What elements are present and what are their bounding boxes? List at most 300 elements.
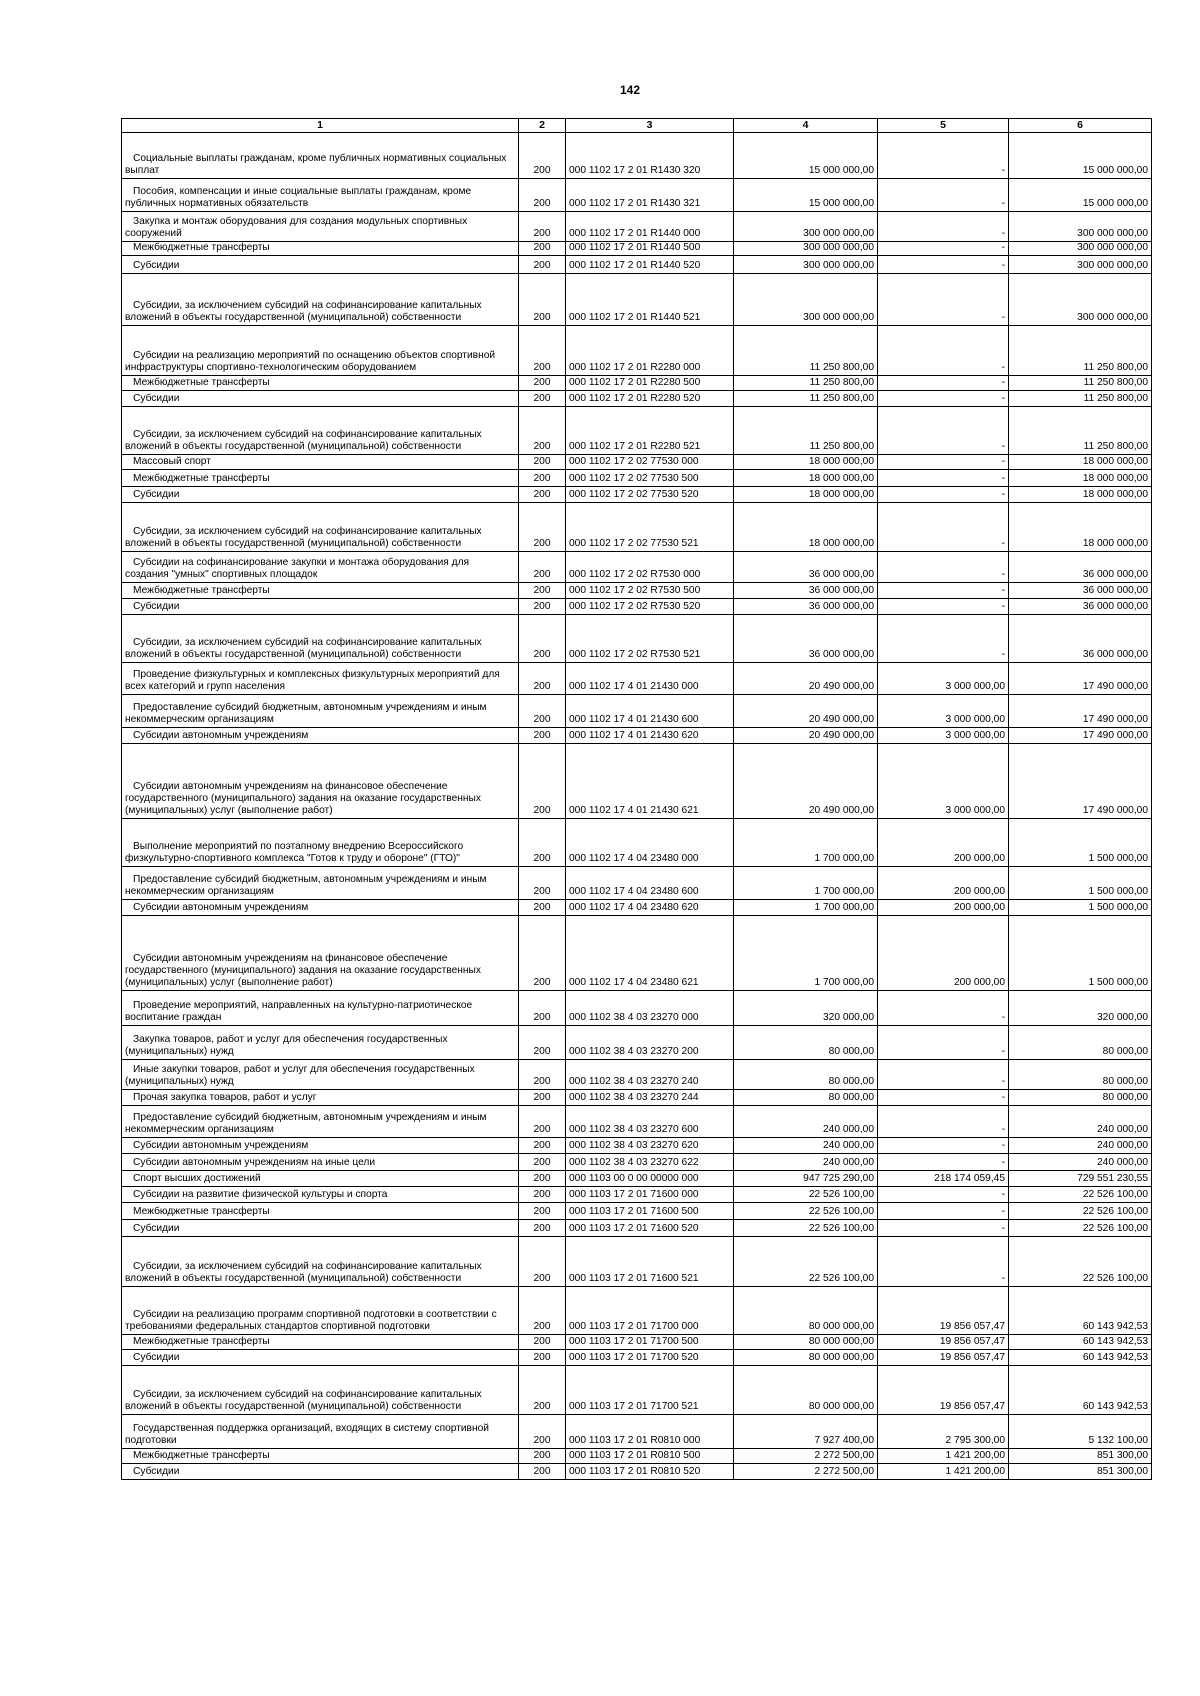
row-amount-cell: 11 250 800,00: [734, 325, 878, 375]
row-amount-cell: 240 000,00: [1009, 1153, 1152, 1170]
row-amount-cell: 80 000 000,00: [734, 1349, 878, 1365]
row-name-cell: Субсидии, за исключением субсидий на софинансирование капитальных вложений в объекты государственной (муниципальной) собственности: [122, 273, 519, 325]
row-code-cell: 000 1102 17 4 01 21430 000: [566, 662, 734, 694]
row-grbs-cell: 200: [519, 694, 566, 727]
row-amount-cell: 80 000,00: [1009, 1089, 1152, 1105]
row-amount-cell: 5 132 100,00: [1009, 1414, 1152, 1448]
row-amount-cell: -: [878, 178, 1009, 211]
row-amount-cell: 22 526 100,00: [1009, 1186, 1152, 1202]
row-amount-cell: 300 000 000,00: [1009, 255, 1152, 273]
row-name-cell: Субсидии автономным учреждениям на иные цели: [122, 1153, 519, 1170]
table-row: [122, 551, 1152, 582]
table-row: [122, 1334, 1152, 1349]
column-header: 6: [1009, 119, 1152, 133]
row-amount-cell: -: [878, 325, 1009, 375]
row-amount-cell: 2 272 500,00: [734, 1463, 878, 1479]
row-grbs-cell: 200: [519, 1089, 566, 1105]
row-grbs-cell: 200: [519, 241, 566, 255]
row-amount-cell: 20 490 000,00: [734, 743, 878, 818]
row-amount-cell: 17 490 000,00: [1009, 694, 1152, 727]
row-amount-cell: 22 526 100,00: [734, 1219, 878, 1236]
row-name-cell: Субсидии на софинансирование закупки и монтажа оборудования для создания "умных" спортивных площадок: [122, 551, 519, 582]
row-amount-cell: 17 490 000,00: [1009, 727, 1152, 743]
row-amount-cell: 320 000,00: [734, 990, 878, 1025]
row-grbs-cell: 200: [519, 1186, 566, 1202]
table-row: [122, 375, 1152, 390]
table-row: [122, 325, 1152, 375]
row-code-cell: 000 1102 17 2 01 R1440 521: [566, 273, 734, 325]
row-amount-cell: 80 000 000,00: [734, 1365, 878, 1414]
row-amount-cell: -: [878, 1153, 1009, 1170]
row-code-cell: 000 1102 17 4 04 23480 000: [566, 818, 734, 866]
row-amount-cell: 11 250 800,00: [1009, 390, 1152, 406]
row-amount-cell: 36 000 000,00: [734, 614, 878, 662]
row-code-cell: 000 1103 17 2 01 71600 520: [566, 1219, 734, 1236]
table-row: [122, 469, 1152, 486]
row-amount-cell: 18 000 000,00: [1009, 454, 1152, 469]
row-code-cell: 000 1102 17 4 01 21430 620: [566, 727, 734, 743]
column-header: 2: [519, 119, 566, 133]
row-grbs-cell: 200: [519, 454, 566, 469]
row-grbs-cell: 200: [519, 1236, 566, 1286]
row-name-cell: Субсидии, за исключением субсидий на софинансирование капитальных вложений в объекты государственной (муниципальной) собственности: [122, 406, 519, 454]
row-code-cell: 000 1102 17 2 01 R1440 500: [566, 241, 734, 255]
row-grbs-cell: 200: [519, 1365, 566, 1414]
row-amount-cell: 300 000 000,00: [734, 241, 878, 255]
row-code-cell: 000 1102 17 2 02 77530 000: [566, 454, 734, 469]
row-amount-cell: 1 421 200,00: [878, 1448, 1009, 1463]
row-name-cell: Предоставление субсидий бюджетным, автономным учреждениям и иным некоммерческим организациям: [122, 866, 519, 899]
row-code-cell: 000 1102 38 4 03 23270 622: [566, 1153, 734, 1170]
row-name-cell: Прочая закупка товаров, работ и услуг: [122, 1089, 519, 1105]
row-amount-cell: 300 000 000,00: [1009, 211, 1152, 241]
row-amount-cell: 240 000,00: [1009, 1137, 1152, 1153]
row-amount-cell: 11 250 800,00: [1009, 406, 1152, 454]
row-name-cell: Социальные выплаты гражданам, кроме публичных нормативных социальных выплат: [122, 132, 519, 178]
column-header: 1: [122, 119, 519, 133]
row-amount-cell: -: [878, 486, 1009, 502]
row-code-cell: 000 1102 38 4 03 23270 240: [566, 1059, 734, 1089]
row-amount-cell: -: [878, 132, 1009, 178]
row-amount-cell: -: [878, 1025, 1009, 1059]
row-amount-cell: 300 000 000,00: [734, 273, 878, 325]
table-row: [122, 486, 1152, 502]
row-amount-cell: 19 856 057,47: [878, 1334, 1009, 1349]
table-row: [122, 1170, 1152, 1186]
row-name-cell: Субсидии автономным учреждениям на финансовое обеспечение государственного (муниципального) задания на оказание государственных (муниципальных) услуг (выполнение работ): [122, 743, 519, 818]
row-code-cell: 000 1103 17 2 01 71700 520: [566, 1349, 734, 1365]
row-grbs-cell: 200: [519, 1414, 566, 1448]
row-amount-cell: 19 856 057,47: [878, 1365, 1009, 1414]
row-amount-cell: -: [878, 390, 1009, 406]
row-name-cell: Субсидии, за исключением субсидий на софинансирование капитальных вложений в объекты государственной (муниципальной) собственности: [122, 1236, 519, 1286]
row-amount-cell: 60 143 942,53: [1009, 1286, 1152, 1334]
row-amount-cell: 200 000,00: [878, 899, 1009, 915]
row-amount-cell: 11 250 800,00: [1009, 375, 1152, 390]
row-code-cell: 000 1103 17 2 01 71600 000: [566, 1186, 734, 1202]
row-name-cell: Субсидии: [122, 486, 519, 502]
row-name-cell: Субсидии, за исключением субсидий на софинансирование капитальных вложений в объекты государственной (муниципальной) собственности: [122, 1365, 519, 1414]
row-amount-cell: -: [878, 1219, 1009, 1236]
row-name-cell: Предоставление субсидий бюджетным, автономным учреждениям и иным некоммерческим организациям: [122, 694, 519, 727]
row-amount-cell: 80 000,00: [734, 1089, 878, 1105]
row-name-cell: Межбюджетные трансферты: [122, 469, 519, 486]
table-row: [122, 178, 1152, 211]
row-code-cell: 000 1103 17 2 01 71700 500: [566, 1334, 734, 1349]
budget-table: [121, 118, 1152, 1480]
row-amount-cell: -: [878, 1059, 1009, 1089]
table-row: [122, 1089, 1152, 1105]
row-amount-cell: 36 000 000,00: [1009, 598, 1152, 614]
row-code-cell: 000 1102 38 4 03 23270 244: [566, 1089, 734, 1105]
row-amount-cell: 1 500 000,00: [1009, 818, 1152, 866]
row-amount-cell: 36 000 000,00: [1009, 551, 1152, 582]
row-grbs-cell: 200: [519, 1334, 566, 1349]
row-grbs-cell: 200: [519, 469, 566, 486]
row-amount-cell: 60 143 942,53: [1009, 1334, 1152, 1349]
row-name-cell: Субсидии на реализацию программ спортивной подготовки в соответствии с требованиями федеральных стандартов спортивной подготовки: [122, 1286, 519, 1334]
table-row: [122, 1365, 1152, 1414]
row-name-cell: Субсидии автономным учреждениям: [122, 899, 519, 915]
row-name-cell: Закупка товаров, работ и услуг для обеспечения государственных (муниципальных) нужд: [122, 1025, 519, 1059]
table-row: [122, 899, 1152, 915]
row-grbs-cell: 200: [519, 132, 566, 178]
table-row: [122, 1025, 1152, 1059]
row-grbs-cell: 200: [519, 1219, 566, 1236]
row-name-cell: Предоставление субсидий бюджетным, автономным учреждениям и иным некоммерческим организациям: [122, 1105, 519, 1137]
row-grbs-cell: 200: [519, 325, 566, 375]
table-row: [122, 454, 1152, 469]
page-number: 142: [619, 83, 641, 97]
row-amount-cell: 17 490 000,00: [1009, 743, 1152, 818]
row-amount-cell: 240 000,00: [1009, 1105, 1152, 1137]
row-amount-cell: 36 000 000,00: [1009, 614, 1152, 662]
row-amount-cell: 80 000,00: [1009, 1059, 1152, 1089]
row-code-cell: 000 1102 17 2 01 R2280 521: [566, 406, 734, 454]
row-grbs-cell: 200: [519, 915, 566, 990]
table-row: [122, 582, 1152, 598]
table-row: [122, 390, 1152, 406]
table-row: [122, 211, 1152, 241]
row-grbs-cell: 200: [519, 1286, 566, 1334]
row-grbs-cell: 200: [519, 866, 566, 899]
row-amount-cell: -: [878, 614, 1009, 662]
row-code-cell: 000 1102 38 4 03 23270 600: [566, 1105, 734, 1137]
row-code-cell: 000 1103 17 2 01 71700 521: [566, 1365, 734, 1414]
row-amount-cell: 18 000 000,00: [734, 486, 878, 502]
table-row: [122, 694, 1152, 727]
row-grbs-cell: 200: [519, 390, 566, 406]
row-amount-cell: -: [878, 1186, 1009, 1202]
row-name-cell: Межбюджетные трансферты: [122, 1334, 519, 1349]
row-code-cell: 000 1102 17 4 01 21430 621: [566, 743, 734, 818]
column-header: 5: [878, 119, 1009, 133]
row-amount-cell: 1 500 000,00: [1009, 915, 1152, 990]
row-amount-cell: 1 700 000,00: [734, 818, 878, 866]
table-row: [122, 614, 1152, 662]
row-amount-cell: 200 000,00: [878, 915, 1009, 990]
row-code-cell: 000 1102 17 4 01 21430 600: [566, 694, 734, 727]
row-amount-cell: 11 250 800,00: [1009, 325, 1152, 375]
row-amount-cell: 22 526 100,00: [1009, 1236, 1152, 1286]
row-amount-cell: -: [878, 582, 1009, 598]
row-amount-cell: -: [878, 255, 1009, 273]
row-grbs-cell: 200: [519, 1137, 566, 1153]
row-code-cell: 000 1102 17 4 04 23480 620: [566, 899, 734, 915]
row-amount-cell: 80 000 000,00: [734, 1334, 878, 1349]
table-row: [122, 662, 1152, 694]
row-code-cell: 000 1103 17 2 01 71700 000: [566, 1286, 734, 1334]
row-amount-cell: 300 000 000,00: [734, 211, 878, 241]
row-amount-cell: 240 000,00: [734, 1105, 878, 1137]
row-grbs-cell: 200: [519, 614, 566, 662]
row-amount-cell: 36 000 000,00: [734, 582, 878, 598]
row-amount-cell: 300 000 000,00: [1009, 241, 1152, 255]
row-name-cell: Межбюджетные трансферты: [122, 582, 519, 598]
table-row: [122, 818, 1152, 866]
row-amount-cell: 1 700 000,00: [734, 915, 878, 990]
row-amount-cell: 1 500 000,00: [1009, 866, 1152, 899]
row-code-cell: 000 1102 17 2 01 R2280 500: [566, 375, 734, 390]
row-grbs-cell: 200: [519, 1170, 566, 1186]
row-name-cell: Субсидии автономным учреждениям на финансовое обеспечение государственного (муниципального) задания на оказание государственных (муниципальных) услуг (выполнение работ): [122, 915, 519, 990]
table-row: [122, 1463, 1152, 1479]
row-grbs-cell: 200: [519, 375, 566, 390]
row-amount-cell: 22 526 100,00: [734, 1186, 878, 1202]
row-name-cell: Массовый спорт: [122, 454, 519, 469]
row-name-cell: Межбюджетные трансферты: [122, 241, 519, 255]
row-code-cell: 000 1102 17 4 04 23480 621: [566, 915, 734, 990]
row-grbs-cell: 200: [519, 598, 566, 614]
row-name-cell: Межбюджетные трансферты: [122, 375, 519, 390]
row-amount-cell: 36 000 000,00: [734, 598, 878, 614]
row-code-cell: 000 1103 17 2 01 71600 500: [566, 1202, 734, 1219]
row-grbs-cell: 200: [519, 1349, 566, 1365]
row-amount-cell: -: [878, 1137, 1009, 1153]
row-amount-cell: 60 143 942,53: [1009, 1365, 1152, 1414]
table-row: [122, 1286, 1152, 1334]
row-code-cell: 000 1103 17 2 01 R0810 520: [566, 1463, 734, 1479]
row-grbs-cell: 200: [519, 1448, 566, 1463]
row-name-cell: Межбюджетные трансферты: [122, 1448, 519, 1463]
row-amount-cell: 22 526 100,00: [1009, 1219, 1152, 1236]
row-amount-cell: -: [878, 375, 1009, 390]
row-amount-cell: 851 300,00: [1009, 1448, 1152, 1463]
row-amount-cell: 22 526 100,00: [734, 1202, 878, 1219]
table-row: [122, 598, 1152, 614]
row-amount-cell: -: [878, 454, 1009, 469]
table-row: [122, 1153, 1152, 1170]
row-grbs-cell: 200: [519, 1202, 566, 1219]
row-amount-cell: 18 000 000,00: [734, 469, 878, 486]
row-amount-cell: 19 856 057,47: [878, 1349, 1009, 1365]
row-amount-cell: -: [878, 502, 1009, 551]
row-amount-cell: 18 000 000,00: [734, 454, 878, 469]
row-code-cell: 000 1102 17 2 02 77530 500: [566, 469, 734, 486]
row-amount-cell: 300 000 000,00: [1009, 273, 1152, 325]
table-row: [122, 1219, 1152, 1236]
row-name-cell: Субсидии: [122, 1349, 519, 1365]
row-code-cell: 000 1102 17 2 02 77530 521: [566, 502, 734, 551]
row-amount-cell: 36 000 000,00: [734, 551, 878, 582]
row-amount-cell: 1 700 000,00: [734, 899, 878, 915]
row-name-cell: Субсидии автономным учреждениям: [122, 727, 519, 743]
row-grbs-cell: 200: [519, 582, 566, 598]
row-code-cell: 000 1102 38 4 03 23270 200: [566, 1025, 734, 1059]
row-code-cell: 000 1103 17 2 01 R0810 000: [566, 1414, 734, 1448]
row-name-cell: Субсидии: [122, 1463, 519, 1479]
row-grbs-cell: 200: [519, 273, 566, 325]
column-header: 3: [566, 119, 734, 133]
row-amount-cell: 15 000 000,00: [1009, 132, 1152, 178]
row-amount-cell: 947 725 290,00: [734, 1170, 878, 1186]
row-code-cell: 000 1102 17 2 01 R1430 320: [566, 132, 734, 178]
table-row: [122, 1202, 1152, 1219]
row-code-cell: 000 1102 17 2 02 77530 520: [566, 486, 734, 502]
row-code-cell: 000 1102 17 2 02 R7530 500: [566, 582, 734, 598]
table-row: [122, 1236, 1152, 1286]
row-amount-cell: 218 174 059,45: [878, 1170, 1009, 1186]
row-amount-cell: 729 551 230,55: [1009, 1170, 1152, 1186]
row-grbs-cell: 200: [519, 551, 566, 582]
row-name-cell: Иные закупки товаров, работ и услуг для обеспечения государственных (муниципальных) нужд: [122, 1059, 519, 1089]
row-amount-cell: 200 000,00: [878, 818, 1009, 866]
row-amount-cell: 17 490 000,00: [1009, 662, 1152, 694]
column-header: 4: [734, 119, 878, 133]
row-amount-cell: 20 490 000,00: [734, 694, 878, 727]
row-code-cell: 000 1103 00 0 00 00000 000: [566, 1170, 734, 1186]
row-amount-cell: 240 000,00: [734, 1153, 878, 1170]
table-row: [122, 1448, 1152, 1463]
row-code-cell: 000 1102 17 2 01 R2280 520: [566, 390, 734, 406]
row-amount-cell: 18 000 000,00: [1009, 486, 1152, 502]
row-amount-cell: 3 000 000,00: [878, 662, 1009, 694]
row-grbs-cell: 200: [519, 502, 566, 551]
table-row: [122, 1105, 1152, 1137]
row-name-cell: Субсидии: [122, 390, 519, 406]
row-amount-cell: -: [878, 1105, 1009, 1137]
table-row: [122, 502, 1152, 551]
row-amount-cell: 15 000 000,00: [734, 132, 878, 178]
row-amount-cell: 11 250 800,00: [734, 406, 878, 454]
row-name-cell: Субсидии, за исключением субсидий на софинансирование капитальных вложений в объекты государственной (муниципальной) собственности: [122, 614, 519, 662]
row-amount-cell: 20 490 000,00: [734, 662, 878, 694]
table-row: [122, 241, 1152, 255]
row-amount-cell: 80 000,00: [1009, 1025, 1152, 1059]
table-row: [122, 1349, 1152, 1365]
row-amount-cell: 320 000,00: [1009, 990, 1152, 1025]
row-code-cell: 000 1102 17 2 02 R7530 000: [566, 551, 734, 582]
row-name-cell: Закупка и монтаж оборудования для создания модульных спортивных сооружений: [122, 211, 519, 241]
table-row: [122, 1137, 1152, 1153]
row-grbs-cell: 200: [519, 818, 566, 866]
row-grbs-cell: 200: [519, 662, 566, 694]
row-amount-cell: 11 250 800,00: [734, 390, 878, 406]
row-amount-cell: -: [878, 598, 1009, 614]
row-grbs-cell: 200: [519, 211, 566, 241]
row-amount-cell: 3 000 000,00: [878, 694, 1009, 727]
table-row: [122, 273, 1152, 325]
header-row: [122, 119, 1152, 133]
row-grbs-cell: 200: [519, 178, 566, 211]
table-row: [122, 1186, 1152, 1202]
row-name-cell: Выполнение мероприятий по поэтапному внедрению Всероссийского физкультурно-спортивного комплекса "Готов к труду и обороне" (ГТО)": [122, 818, 519, 866]
table-row: [122, 132, 1152, 178]
row-name-cell: Субсидии на развитие физической культуры и спорта: [122, 1186, 519, 1202]
row-amount-cell: -: [878, 273, 1009, 325]
row-grbs-cell: 200: [519, 1153, 566, 1170]
row-amount-cell: 18 000 000,00: [1009, 469, 1152, 486]
row-amount-cell: 2 795 300,00: [878, 1414, 1009, 1448]
row-code-cell: 000 1103 17 2 01 71600 521: [566, 1236, 734, 1286]
row-amount-cell: -: [878, 990, 1009, 1025]
row-amount-cell: 80 000,00: [734, 1059, 878, 1089]
row-amount-cell: 200 000,00: [878, 866, 1009, 899]
row-code-cell: 000 1103 17 2 01 R0810 500: [566, 1448, 734, 1463]
row-amount-cell: -: [878, 1089, 1009, 1105]
row-amount-cell: 18 000 000,00: [734, 502, 878, 551]
row-name-cell: Субсидии: [122, 1219, 519, 1236]
row-code-cell: 000 1102 17 2 02 R7530 521: [566, 614, 734, 662]
row-amount-cell: 3 000 000,00: [878, 727, 1009, 743]
row-grbs-cell: 200: [519, 486, 566, 502]
row-grbs-cell: 200: [519, 406, 566, 454]
row-amount-cell: 20 490 000,00: [734, 727, 878, 743]
row-code-cell: 000 1102 17 2 02 R7530 520: [566, 598, 734, 614]
row-grbs-cell: 200: [519, 899, 566, 915]
row-grbs-cell: 200: [519, 743, 566, 818]
row-name-cell: Субсидии: [122, 255, 519, 273]
row-code-cell: 000 1102 38 4 03 23270 620: [566, 1137, 734, 1153]
row-code-cell: 000 1102 17 2 01 R1430 321: [566, 178, 734, 211]
row-name-cell: Проведение физкультурных и комплексных физкультурных мероприятий для всех категорий и групп населения: [122, 662, 519, 694]
row-name-cell: Государственная поддержка организаций, входящих в систему спортивной подготовки: [122, 1414, 519, 1448]
row-amount-cell: 22 526 100,00: [1009, 1202, 1152, 1219]
row-amount-cell: 60 143 942,53: [1009, 1349, 1152, 1365]
row-code-cell: 000 1102 17 2 01 R2280 000: [566, 325, 734, 375]
row-amount-cell: -: [878, 1202, 1009, 1219]
table-row: [122, 1414, 1152, 1448]
row-amount-cell: -: [878, 469, 1009, 486]
row-amount-cell: -: [878, 241, 1009, 255]
row-amount-cell: -: [878, 406, 1009, 454]
table-row: [122, 915, 1152, 990]
row-name-cell: Проведение мероприятий, направленных на культурно-патриотическое воспитание граждан: [122, 990, 519, 1025]
row-amount-cell: 7 927 400,00: [734, 1414, 878, 1448]
row-grbs-cell: 200: [519, 255, 566, 273]
table-row: [122, 1059, 1152, 1089]
row-grbs-cell: 200: [519, 1463, 566, 1479]
row-amount-cell: 80 000,00: [734, 1025, 878, 1059]
table-row: [122, 255, 1152, 273]
row-amount-cell: 18 000 000,00: [1009, 502, 1152, 551]
table-row: [122, 866, 1152, 899]
row-amount-cell: 851 300,00: [1009, 1463, 1152, 1479]
row-amount-cell: 80 000 000,00: [734, 1286, 878, 1334]
row-name-cell: Пособия, компенсации и иные социальные выплаты гражданам, кроме публичных нормативных обязательств: [122, 178, 519, 211]
row-amount-cell: 19 856 057,47: [878, 1286, 1009, 1334]
row-amount-cell: 300 000 000,00: [734, 255, 878, 273]
table-row: [122, 743, 1152, 818]
row-amount-cell: 240 000,00: [734, 1137, 878, 1153]
row-name-cell: Субсидии автономным учреждениям: [122, 1137, 519, 1153]
row-amount-cell: 3 000 000,00: [878, 743, 1009, 818]
row-amount-cell: 1 700 000,00: [734, 866, 878, 899]
table-row: [122, 406, 1152, 454]
row-grbs-cell: 200: [519, 1025, 566, 1059]
row-grbs-cell: 200: [519, 1105, 566, 1137]
table-row: [122, 727, 1152, 743]
